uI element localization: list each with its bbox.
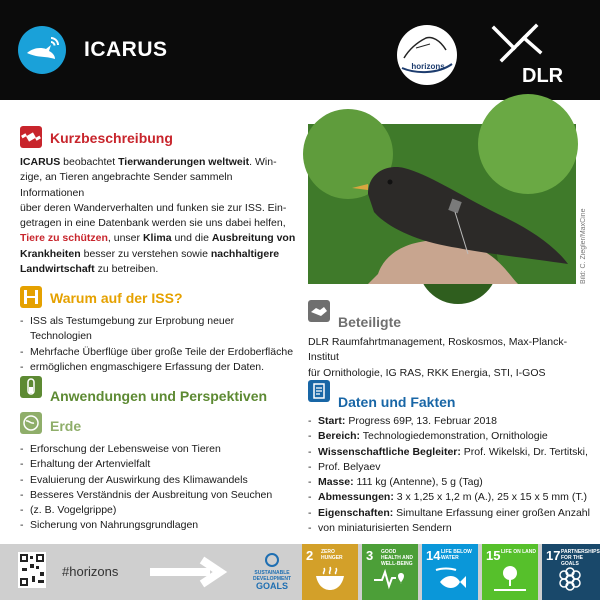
list-item: - Sicherung von Nahrungsgrundlagen xyxy=(20,518,300,533)
list-item-continuation: - Prof. Belyaev xyxy=(308,460,592,475)
document-icon xyxy=(308,380,330,402)
list-item: - ermöglichen engmaschigere Erfassung der Daten. xyxy=(20,360,298,375)
test-tube-icon xyxy=(20,376,42,398)
globe-icon xyxy=(20,412,42,434)
section-title-daten: Daten und Fakten xyxy=(338,394,456,410)
kurzbeschreibung-text: ICARUS beobachtet Tierwanderungen weltweit. Win- zige, an Tieren angebrachte Sender sammeln Informationen über deren Wanderverhalten und funken sie zur ISS. Ein- getragen in eine Datenbank werden sie uns dabei helfen, Tiere zu schützen, unser Klima und die Ausbreitung von Krankheiten besser zu verstehen sowie nachhaltigere Landwirtschaft zu betreiben. xyxy=(20,156,296,276)
sdg-14-tile[interactable]: 14 LIFE BELOW WATER xyxy=(422,544,478,600)
erde-list xyxy=(20,442,300,534)
dlr-logo-text: DLR xyxy=(522,65,564,87)
hashtag-label: #horizons xyxy=(62,564,119,579)
sdg-17-tile[interactable]: 17 PARTNERSHIPS FOR THE GOALS xyxy=(542,544,600,600)
tree-icon xyxy=(492,564,528,594)
arrow-icon xyxy=(150,552,240,592)
satellite-icon xyxy=(20,126,42,148)
list-item: - Wissenschaftliche Begleiter: Prof. Wikelski, Dr. Tertitski, xyxy=(308,445,592,460)
list-item: - (z. B. Vogelgrippe) xyxy=(20,503,300,518)
dlr-logo xyxy=(484,22,564,88)
sdg-2-tile[interactable]: 2 ZERO HUNGER xyxy=(302,544,358,600)
daten-list xyxy=(308,414,592,536)
list-item: - Evaluierung der Auswirkung des Klimawandels xyxy=(20,473,300,488)
svg-text:SUSTAINABLE: SUSTAINABLE xyxy=(254,570,290,576)
horizons-logo xyxy=(396,24,458,86)
sdg-logo xyxy=(250,552,294,592)
section-title-iss: Warum auf der ISS? xyxy=(50,290,183,306)
sdg-3-tile[interactable]: 3 GOOD HEALTH AND WELL-BEING xyxy=(362,544,418,600)
handshake-icon xyxy=(308,300,330,322)
list-item: - Bereich: Technologiedemonstration, Ornithologie xyxy=(308,429,592,444)
iss-icon xyxy=(20,286,42,308)
qr-code-icon[interactable] xyxy=(18,552,46,588)
list-item-continuation: - von miniaturisierten Sendern xyxy=(308,521,592,536)
list-item: - ISS als Testumgebung zur Erprobung neuer Technologien xyxy=(20,314,298,345)
list-item: - Mehrfache Überflüge über große Teile der Erdoberfläche xyxy=(20,345,298,360)
section-title-anwendungen: Anwendungen und Perspektiven xyxy=(50,388,268,404)
section-title-kurzbeschreibung: Kurzbeschreibung xyxy=(50,130,173,146)
heartbeat-icon xyxy=(372,564,408,594)
list-item: - Start: Progress 69P, 13. Februar 2018 xyxy=(308,414,592,429)
svg-text:GOALS: GOALS xyxy=(255,581,289,591)
iss-list xyxy=(20,314,298,375)
svg-text:DEVELOPMENT: DEVELOPMENT xyxy=(252,576,292,582)
list-item: - Eigenschaften: Simultane Erfassung einer großen Anzahl xyxy=(308,506,592,521)
horizons-logo-text: horizons xyxy=(411,62,445,71)
sdg-15-tile[interactable]: 15 LIFE ON LAND xyxy=(482,544,538,600)
page-title: ICARUS xyxy=(84,38,168,61)
photo-credit: Bild: C. Ziegler/MaxCine xyxy=(580,208,587,284)
list-item: - Erhaltung der Artenvielfalt xyxy=(20,457,300,472)
bowl-icon xyxy=(312,564,348,594)
partnership-flower-icon xyxy=(552,564,588,594)
list-item: - Besseres Verständnis der Ausbreitung von Seuchen xyxy=(20,488,300,503)
list-item: - Erforschung der Lebensweise von Tieren xyxy=(20,442,300,457)
list-item: - Abmessungen: 3 x 1,25 x 1,2 m (A.), 25 x 15 x 5 mm (T.) xyxy=(308,490,592,505)
list-item: - Masse: 111 kg (Antenne), 5 g (Tag) xyxy=(308,475,592,490)
blackbird-photo xyxy=(308,124,576,284)
bird-wifi-icon xyxy=(18,26,66,74)
fish-icon xyxy=(432,564,468,594)
section-title-beteiligte: Beteiligte xyxy=(338,314,402,330)
beteiligte-text: DLR Raumfahrtmanagement, Roskosmos, Max-Planck-Institut für Ornithologie, IG RAS, RKK Energia, STI, I-GOS xyxy=(308,336,568,379)
section-title-erde: Erde xyxy=(50,418,82,434)
